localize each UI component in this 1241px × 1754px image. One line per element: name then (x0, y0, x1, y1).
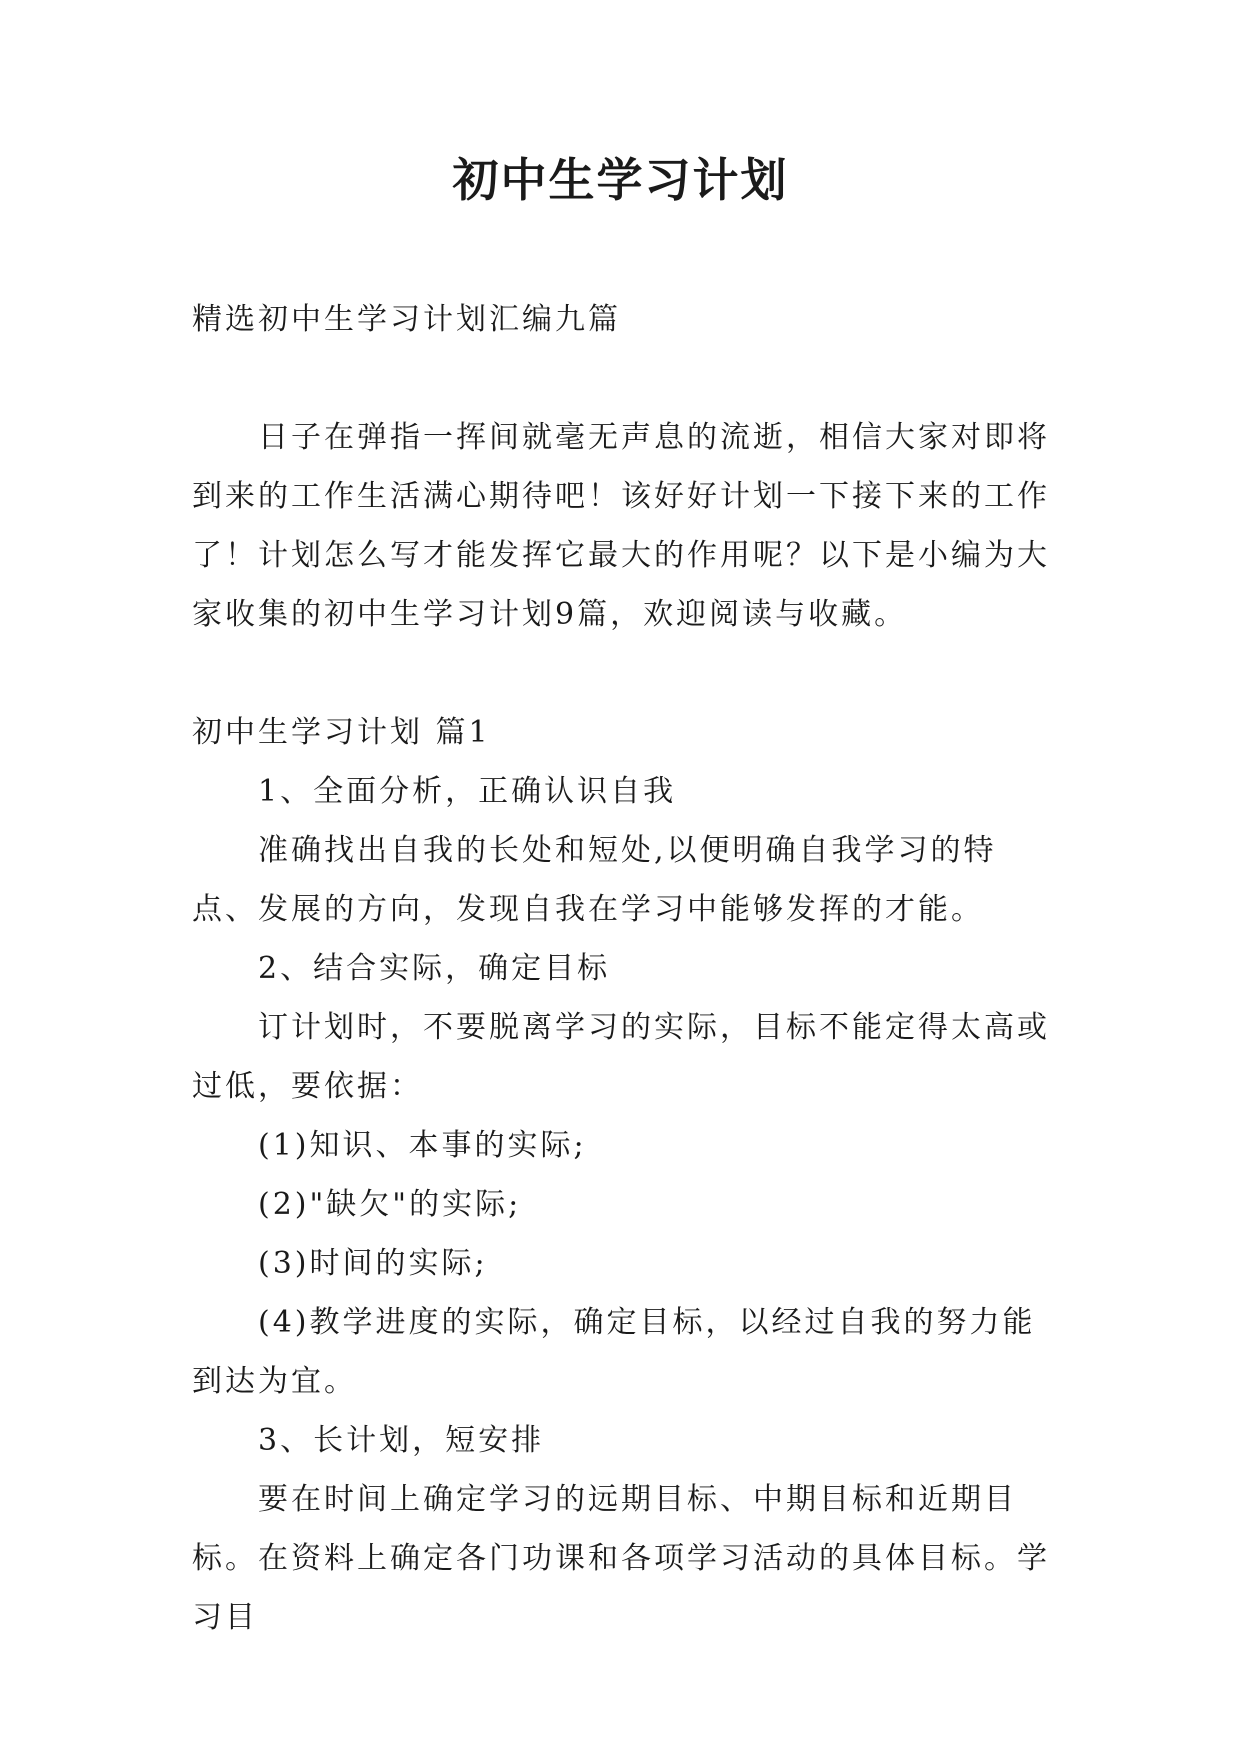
point-heading-3: 3、长计划，短安排 (258, 1423, 545, 1458)
list-item: (4)教学进度的实际，确定目标，以经过自我的努力能到达为宜。 (192, 1305, 1036, 1399)
body-paragraph: 订计划时，不要脱离学习的实际，目标不能定得太高或过低，要依据： (192, 1010, 1050, 1104)
list-item: (3)时间的实际; (258, 1246, 488, 1281)
list-item: (2)"缺欠"的实际; (258, 1187, 522, 1222)
list-item: (1)知识、本事的实际; (258, 1128, 587, 1163)
point-heading-1: 1、全面分析，正确认识自我 (258, 774, 677, 809)
document-title: 初中生学习计划 (452, 153, 789, 207)
intro-paragraph: 日子在弹指一挥间就毫无声息的流逝，相信大家对即将到来的工作生活满心期待吧！该好好计划一下接下来的工作了！计划怎么写才能发挥它最大的作用呢？以下是小编为大家收集的初中生学习计划9篇，欢迎阅读与收藏。 (192, 420, 1050, 632)
point-heading-2: 2、结合实际，确定目标 (258, 951, 611, 986)
document-subtitle: 精选初中生学习计划汇编九篇 (192, 302, 621, 337)
section-heading: 初中生学习计划 篇1 (192, 715, 491, 750)
body-paragraph: 要在时间上确定学习的远期目标、中期目标和近期目标。在资料上确定各门功课和各项学习活动的具体目标。学习目 (192, 1482, 1050, 1635)
body-paragraph: 准确找出自我的长处和短处,以便明确自我学习的特点、发展的方向，发现自我在学习中能够发挥的才能。 (192, 833, 997, 927)
document-body (192, 290, 1062, 1647)
